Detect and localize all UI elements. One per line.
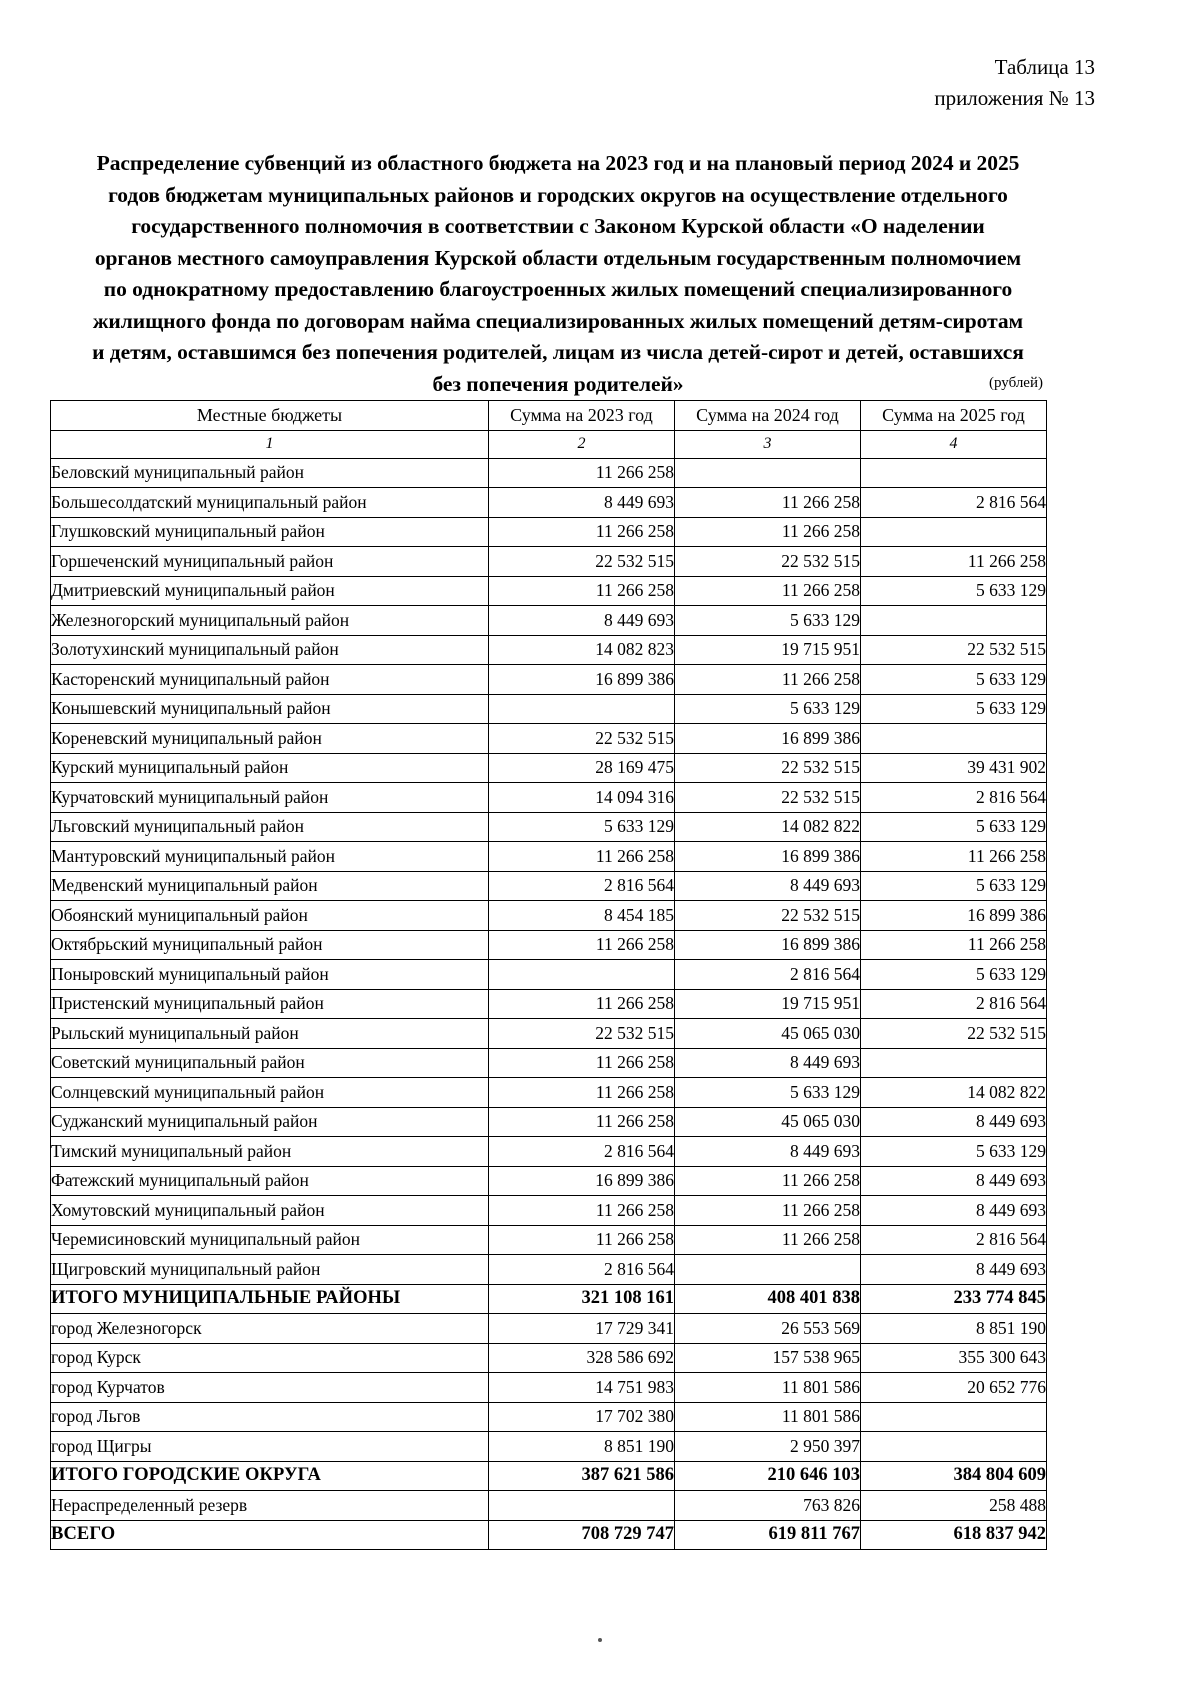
cell-y2024: 11 266 258 [675,517,861,547]
cell-y2025: 5 633 129 [861,665,1047,695]
units-label: (рублей) [988,375,1043,391]
cell-y2025: 8 449 693 [861,1196,1047,1226]
row-label: Солнцевский муниципальный район [51,1078,489,1108]
row-label: Конышевский муниципальный район [51,694,489,724]
table-row [51,783,1047,813]
cell-y2024: 619 811 767 [675,1520,861,1550]
header-sum-2023: Сумма на 2023 год [489,401,675,431]
cell-y2023: 11 266 258 [489,517,675,547]
cell-y2024: 22 532 515 [675,783,861,813]
cell-y2024: 45 065 030 [675,1107,861,1137]
appendix-number: приложения № 13 [934,86,1095,110]
table-row [51,488,1047,518]
cell-y2025 [861,458,1047,488]
cell-y2024: 22 532 515 [675,547,861,577]
cell-y2025: 5 633 129 [861,812,1047,842]
cell-y2024: 763 826 [675,1491,861,1521]
row-label: Поныровский муниципальный район [51,960,489,990]
cell-y2025: 355 300 643 [861,1343,1047,1373]
table-row [51,1255,1047,1285]
table-row [51,635,1047,665]
header-local-budgets: Местные бюджеты [51,401,489,431]
cell-y2025 [861,1402,1047,1432]
table-head [51,401,1047,459]
cell-y2024: 11 801 586 [675,1402,861,1432]
cell-y2023: 8 449 693 [489,488,675,518]
cell-y2025: 233 774 845 [861,1284,1047,1314]
table-row [51,930,1047,960]
colnum-3: 3 [675,430,861,458]
table-row [51,517,1047,547]
cell-y2023: 11 266 258 [489,1048,675,1078]
cell-y2023: 11 266 258 [489,576,675,606]
cell-y2024: 2 950 397 [675,1432,861,1462]
cell-y2023: 321 108 161 [489,1284,675,1314]
row-label: город Щигры [51,1432,489,1462]
title-line-1: Распределение субвенций из областного бюджета на 2023 год и на плановый период 2024 и 2025 [96,151,1020,175]
cell-y2024: 8 449 693 [675,1048,861,1078]
table-row [51,1491,1047,1521]
cell-y2025: 2 816 564 [861,488,1047,518]
cell-y2025: 8 449 693 [861,1255,1047,1285]
cell-y2023: 5 633 129 [489,812,675,842]
cell-y2024: 157 538 965 [675,1343,861,1373]
row-label: Кореневский муниципальный район [51,724,489,754]
row-label: Глушковский муниципальный район [51,517,489,547]
title-line-5: по однократному предоставлению благоустроенных жилых помещений специализированного [103,277,1013,301]
row-label: Большесолдатский муниципальный район [51,488,489,518]
table-row [51,1284,1047,1314]
cell-y2023: 8 454 185 [489,901,675,931]
colnum-4: 4 [861,430,1047,458]
cell-y2025: 5 633 129 [861,871,1047,901]
cell-y2023: 11 266 258 [489,989,675,1019]
cell-y2023: 17 702 380 [489,1402,675,1432]
cell-y2023: 328 586 692 [489,1343,675,1373]
cell-y2024: 11 266 258 [675,1196,861,1226]
cell-y2025: 2 816 564 [861,1225,1047,1255]
header-sum-2024: Сумма на 2024 год [675,401,861,431]
row-label: Железногорский муниципальный район [51,606,489,636]
title-line-2: годов бюджетам муниципальных районов и городских округов на осуществление отдельного [108,182,1008,207]
table-row [51,812,1047,842]
cell-y2025: 11 266 258 [861,930,1047,960]
table-row [51,901,1047,931]
table-row [51,1196,1047,1226]
table-row [51,1166,1047,1196]
cell-y2025 [861,517,1047,547]
table-row [51,753,1047,783]
cell-y2023: 16 899 386 [489,665,675,695]
cell-y2024: 11 801 586 [675,1373,861,1403]
header-sum-2025: Сумма на 2025 год [861,401,1047,431]
table-row [51,1314,1047,1344]
row-label: ВСЕГО [51,1520,489,1550]
row-label: город Курск [51,1343,489,1373]
cell-y2023: 22 532 515 [489,1019,675,1049]
cell-y2024: 11 266 258 [675,665,861,695]
cell-y2025 [861,1048,1047,1078]
row-label: Пристенский муниципальный район [51,989,489,1019]
budget-table-wrapper [50,400,1046,1550]
cell-y2025 [861,1432,1047,1462]
row-label: Суджанский муниципальный район [51,1107,489,1137]
table-row [51,665,1047,695]
cell-y2025: 11 266 258 [861,842,1047,872]
table-row [51,1402,1047,1432]
cell-y2023: 11 266 258 [489,458,675,488]
row-label: Фатежский муниципальный район [51,1166,489,1196]
table-row [51,1078,1047,1108]
cell-y2023 [489,960,675,990]
table-row [51,842,1047,872]
table-row [51,606,1047,636]
row-label: Беловский муниципальный район [51,458,489,488]
cell-y2024: 11 266 258 [675,1225,861,1255]
cell-y2024: 26 553 569 [675,1314,861,1344]
table-row [51,1343,1047,1373]
cell-y2024: 408 401 838 [675,1284,861,1314]
cell-y2025: 20 652 776 [861,1373,1047,1403]
row-label: Дмитриевский муниципальный район [51,576,489,606]
cell-y2024: 2 816 564 [675,960,861,990]
cell-y2023: 11 266 258 [489,930,675,960]
cell-y2023: 14 094 316 [489,783,675,813]
cell-y2025: 2 816 564 [861,989,1047,1019]
cell-y2025: 618 837 942 [861,1520,1047,1550]
table-row [51,1137,1047,1167]
cell-y2024: 8 449 693 [675,1137,861,1167]
table-row [51,1373,1047,1403]
cell-y2023: 28 169 475 [489,753,675,783]
cell-y2023: 2 816 564 [489,871,675,901]
cell-y2024: 5 633 129 [675,606,861,636]
cell-y2024: 19 715 951 [675,989,861,1019]
table-row [51,724,1047,754]
table-row [51,1432,1047,1462]
cell-y2023: 387 621 586 [489,1461,675,1491]
cell-y2024: 210 646 103 [675,1461,861,1491]
cell-y2025: 39 431 902 [861,753,1047,783]
cell-y2025: 5 633 129 [861,694,1047,724]
row-label: Курчатовский муниципальный район [51,783,489,813]
row-label: город Курчатов [51,1373,489,1403]
cell-y2025: 5 633 129 [861,1137,1047,1167]
cell-y2023: 11 266 258 [489,1196,675,1226]
title-line-3: государственного полномочия в соответствии с Законом Курской области «О наделении [131,214,985,238]
cell-y2025: 16 899 386 [861,901,1047,931]
cell-y2023: 8 851 190 [489,1432,675,1462]
row-label: Нераспределенный резерв [51,1491,489,1521]
title-line-8: без попечения родителей» [432,371,684,396]
cell-y2023: 11 266 258 [489,1225,675,1255]
title-line-4: органов местного самоуправления Курской области отдельным государственным полномочием [94,245,1022,270]
title-line-6: жилищного фонда по договорам найма специализированных жилых помещений детям-сиротам [92,308,1024,333]
document-reference [934,52,1095,114]
table-row [51,1520,1047,1550]
cell-y2025: 2 816 564 [861,783,1047,813]
row-label: Мантуровский муниципальный район [51,842,489,872]
cell-y2023: 11 266 258 [489,1107,675,1137]
row-label: город Льгов [51,1402,489,1432]
table-row [51,1461,1047,1491]
table-row [51,871,1047,901]
table-row [51,989,1047,1019]
table-number: Таблица 13 [994,55,1095,79]
cell-y2024: 8 449 693 [675,871,861,901]
row-label: Медвенский муниципальный район [51,871,489,901]
cell-y2024: 22 532 515 [675,753,861,783]
cell-y2024: 5 633 129 [675,694,861,724]
cell-y2025: 11 266 258 [861,547,1047,577]
row-label: ИТОГО ГОРОДСКИЕ ОКРУГА [51,1461,489,1491]
cell-y2024: 22 532 515 [675,901,861,931]
row-label: Тимский муниципальный район [51,1137,489,1167]
cell-y2025: 14 082 822 [861,1078,1047,1108]
cell-y2025 [861,606,1047,636]
row-label: Хомутовский муниципальный район [51,1196,489,1226]
cell-y2025: 5 633 129 [861,576,1047,606]
colnum-2: 2 [489,430,675,458]
cell-y2024 [675,1255,861,1285]
row-label: Щигровский муниципальный район [51,1255,489,1285]
table-row [51,547,1047,577]
cell-y2024: 14 082 822 [675,812,861,842]
table-body [51,458,1047,1550]
cell-y2025: 8 851 190 [861,1314,1047,1344]
row-label: ИТОГО МУНИЦИПАЛЬНЫЕ РАЙОНЫ [51,1284,489,1314]
table-row [51,1225,1047,1255]
budget-table [50,400,1047,1550]
table-row [51,1019,1047,1049]
cell-y2023: 14 082 823 [489,635,675,665]
cell-y2024: 16 899 386 [675,724,861,754]
cell-y2023: 14 751 983 [489,1373,675,1403]
cell-y2025: 258 488 [861,1491,1047,1521]
row-label: Октябрьский муниципальный район [51,930,489,960]
row-label: Обоянский муниципальный район [51,901,489,931]
cell-y2024 [675,458,861,488]
cell-y2024: 11 266 258 [675,488,861,518]
row-label: Золотухинский муниципальный район [51,635,489,665]
row-label: Касторенский муниципальный район [51,665,489,695]
row-label: Курский муниципальный район [51,753,489,783]
row-label: Черемисиновский муниципальный район [51,1225,489,1255]
row-label: Советский муниципальный район [51,1048,489,1078]
column-number-row [51,430,1047,458]
row-label: Горшеченский муниципальный район [51,547,489,577]
cell-y2023 [489,694,675,724]
cell-y2024: 45 065 030 [675,1019,861,1049]
cell-y2023: 2 816 564 [489,1255,675,1285]
table-row [51,960,1047,990]
cell-y2023: 16 899 386 [489,1166,675,1196]
cell-y2024: 19 715 951 [675,635,861,665]
row-label: Льговский муниципальный район [51,812,489,842]
cell-y2025: 5 633 129 [861,960,1047,990]
cell-y2025 [861,724,1047,754]
cell-y2024: 16 899 386 [675,842,861,872]
cell-y2025: 22 532 515 [861,635,1047,665]
table-row [51,1048,1047,1078]
cell-y2023: 8 449 693 [489,606,675,636]
row-label: Рыльский муниципальный район [51,1019,489,1049]
page-marker-dot [598,1638,602,1642]
cell-y2025: 8 449 693 [861,1166,1047,1196]
cell-y2023: 22 532 515 [489,724,675,754]
header-row [51,401,1047,431]
cell-y2024: 11 266 258 [675,576,861,606]
cell-y2023: 2 816 564 [489,1137,675,1167]
cell-y2023: 708 729 747 [489,1520,675,1550]
table-row [51,458,1047,488]
cell-y2025: 8 449 693 [861,1107,1047,1137]
cell-y2025: 384 804 609 [861,1461,1047,1491]
page-title [58,148,1058,400]
cell-y2024: 5 633 129 [675,1078,861,1108]
table-row [51,694,1047,724]
cell-y2024: 11 266 258 [675,1166,861,1196]
row-label: город Железногорск [51,1314,489,1344]
cell-y2023 [489,1491,675,1521]
cell-y2023: 11 266 258 [489,842,675,872]
cell-y2024: 16 899 386 [675,930,861,960]
table-row [51,576,1047,606]
cell-y2023: 22 532 515 [489,547,675,577]
cell-y2023: 17 729 341 [489,1314,675,1344]
table-row [51,1107,1047,1137]
cell-y2023: 11 266 258 [489,1078,675,1108]
title-line-7: и детям, оставшимся без попечения родителей, лицам из числа детей-сирот и детей, оставшихся [92,340,1024,364]
cell-y2025: 22 532 515 [861,1019,1047,1049]
colnum-1: 1 [51,430,489,458]
